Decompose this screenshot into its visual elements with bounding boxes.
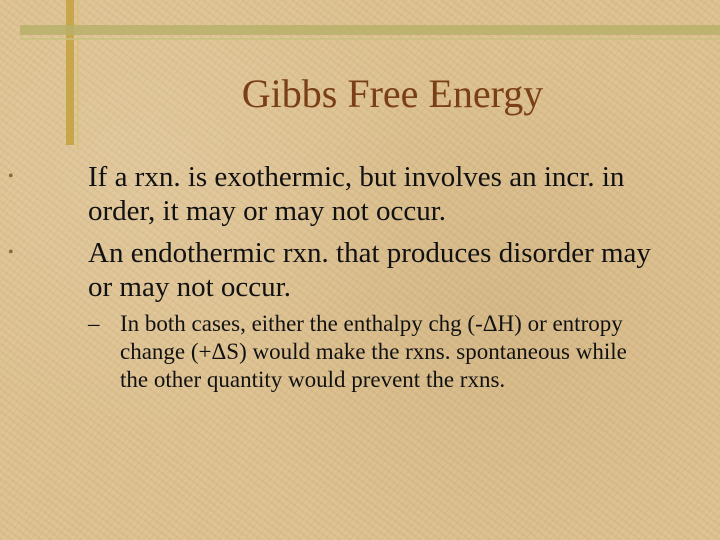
sub-bullet-list [88,310,640,394]
horizontal-accent-line [20,38,720,40]
bullet-text: An endothermic rxn. that produces disorder may or may not occur. [88,237,651,303]
bullet-item [8,160,678,228]
bullet-text: If a rxn. is exothermic, but involves an incr. in order, it may or may not occur. [88,161,625,227]
sub-bullet-item [88,310,640,394]
bullet-marker: • [8,244,14,261]
sub-bullet-text: In both cases, either the enthalpy chg (-ΔH) or entropy change (+ΔS) would make the rxns. spontaneous while the other quantity would prevent the rxns. [120,311,627,392]
bullet-marker: • [8,168,14,185]
bullet-list [8,160,678,402]
sub-bullet-marker: – [88,311,100,336]
horizontal-accent-bar [20,25,720,35]
slide-title: Gibbs Free Energy [241,71,544,116]
bullet-item [8,236,678,394]
